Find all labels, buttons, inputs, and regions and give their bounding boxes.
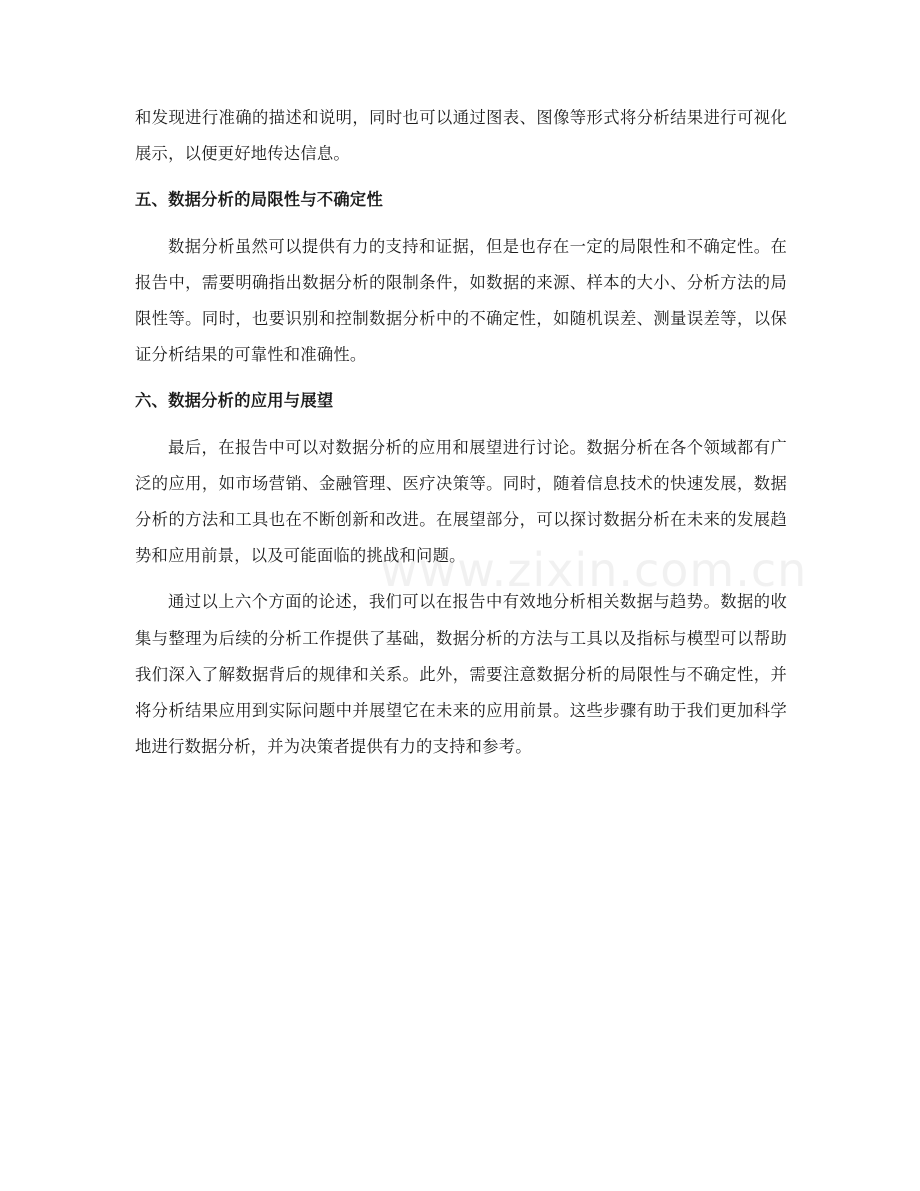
section-5-heading: 五、数据分析的局限性与不确定性 xyxy=(135,190,383,210)
continuation-paragraph: 和发现进行准确的描述和说明，同时也可以通过图表、图像等形式将分析结果进行可视化展示，以便更好地传达信息。 xyxy=(135,108,787,164)
section-5-paragraph: 数据分析虽然可以提供有力的支持和证据，但是也存在一定的局限性和不确定性。在报告中，需要明确指出数据分析的限制条件，如数据的来源、样本的大小、分析方法的局限性等。同时，也要识别和控制数据分析中的不确定性，如随机误差、测量误差等，以保证分析结果的可靠性和准确性。 xyxy=(135,236,787,365)
section-6-paragraph: 最后，在报告中可以对数据分析的应用和展望进行讨论。数据分析在各个领域都有广泛的应用，如市场营销、金融管理、医疗决策等。同时，随着信息技术的快速发展，数据分析的方法和工具也在不断创新和改进。在展望部分，可以探讨数据分析在未来的发展趋势和应用前景，以及可能面临的挑战和问题。 xyxy=(135,437,787,566)
section-6-heading: 六、数据分析的应用与展望 xyxy=(135,391,334,411)
conclusion-paragraph: 通过以上六个方面的论述，我们可以在报告中有效地分析相关数据与趋势。数据的收集与整理为后续的分析工作提供了基础，数据分析的方法与工具以及指标与模型可以帮助我们深入了解数据背后的规律和关系。此外，需要注意数据分析的局限性与不确定性，并将分析结果应用到实际问题中并展望它在未来的应用前景。这些步骤有助于我们更加科学地进行数据分析，并为决策者提供有力的支持和参考。 xyxy=(135,592,787,757)
document-page xyxy=(135,100,787,765)
watermark: www.zixin.com.cn xyxy=(380,543,808,597)
